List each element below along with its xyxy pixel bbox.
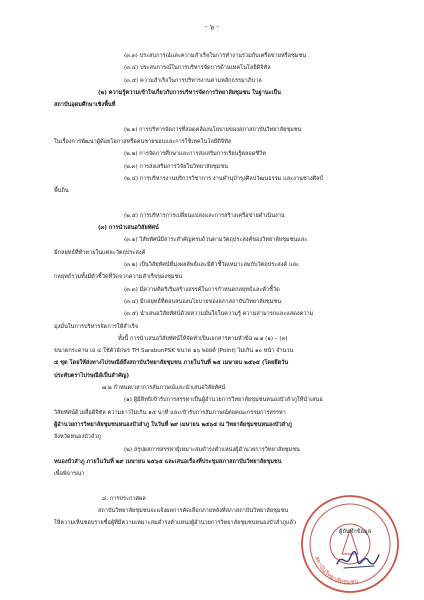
criteria-line: (๒.๑) การบริหารจัดการที่สอดคล้องนโยบายของสภาสถาบันวิทยาลัยชุมชน bbox=[124, 126, 302, 133]
announcement-text: สถาบันวิทยาลัยชุมชนจะแจ้งผลการคัดเลือกภายหลังที่สภาสถาบันวิทยาลัยชุมชน bbox=[98, 507, 289, 514]
handwritten-signature bbox=[334, 546, 382, 572]
criteria-line-cont: ในเรื่องการพัฒนาผู้ด้อยโอกาสหรือคนชายขอบและการใช้เทคโนโลยีดิจิทัล bbox=[54, 139, 232, 146]
announcement-text: ให้ความเห็นชอบรายชื่อผู้ที่มีความเหมาะสมดำรงตำแหน่งผู้อำนวยการวิทยาลัยชุมชนหนองบัวลำภูแล้ว bbox=[54, 520, 297, 527]
section-heading: (๒) ความรู้ความเข้าใจเกี่ยวกับการบริหารจัดการวิทยาลัยชุมชน ในฐานะเป็น bbox=[98, 89, 281, 96]
criteria-line: (๒.๕) การบริหารการเปลี่ยนแปลงและการสร้างเครือข่ายดำเนินงาน bbox=[124, 212, 285, 219]
submission-deadline: ๕ ชุด โดยให้ส่งทางไปรษณีย์ถึงสถาบันวิทยาลัยชุมชน ภายในวันที่ ๒๕ เมษายน ๒๕๖๕ (โดยยึดวัน bbox=[54, 360, 289, 367]
criteria-line: (๒.๔) การบริหารงานบริการวิชาการ งานทำนุบำรุงศิลปวัฒนธรรม และงานช่างศิลป์ bbox=[124, 175, 324, 182]
criteria-line-cont: มุ่งมั่นในการบริหารจัดการให้สำเร็จ bbox=[54, 323, 139, 330]
announcement-heading: ๘. การประกาศผล bbox=[102, 495, 146, 502]
schedule-item-cont: วิสัยทัศน์ด้วยสื่อดิจิทัล ความยาวไม่เกิน ๑๕ นาที และเข้ารับการสัมภาษณ์ต่อคณะกรรมการสรรหา bbox=[54, 409, 286, 416]
criteria-line: (๓.๕) ความสำเร็จในการบริหารงานตามหลักธรรมาภิบาล bbox=[124, 77, 262, 84]
schedule-item-cont: หนองบัวลำภู ภายในวันที่ ๒๙ เมษายน ๒๕๖๕ และเสนอเรื่องที่ประชุมสภาสถาบันวิทยาลัยชุมชน bbox=[54, 458, 282, 465]
schedule-item-cont: จังหวัดหนองบัวลำภู bbox=[54, 434, 102, 441]
official-seal bbox=[298, 492, 402, 596]
submission-paragraph: ขนาดกระดาษ เอ ๔ ใช้ตัวอักษร TH SarabunPSK ขนาด ๑๖ พอยต์ (Point) ไม่เกิน ๑๐ หน้า จำนวน bbox=[54, 348, 294, 355]
schedule-item-cont: ผู้อำนวยการวิทยาลัยชุมชนหนองบัวลำภู ในวันที่ ๒๙ เมษายน ๒๕๖๕ ณ วิทยาลัยชุมชนหนองบัวลำภู bbox=[54, 421, 292, 428]
criteria-line: (๓.๓) ประสบการณ์และความสำเร็จในการทำงานร่วมกับเครือข่ายหรือชุมชน bbox=[124, 53, 307, 59]
page-number: - ๖ - bbox=[205, 23, 219, 31]
schedule-heading: ๗.๒ กำหนดเวลาการสัมภาษณ์และนำเสนอวิสัยทัศน์ bbox=[102, 385, 226, 392]
section-heading-cont: สถาบันอุดมศึกษาเชิงพื้นที่ bbox=[54, 102, 116, 109]
criteria-line: (๓.๕) นำเสนอวิสัยทัศน์ด้วยความมั่นใจในความรู้ ความสามารถและแสดงความ bbox=[124, 311, 314, 318]
criteria-line: (๓.๔) มีกลยุทธ์ที่ตอบสนองนโยบายของสภาสถาบันวิทยาลัยชุมชน bbox=[124, 298, 282, 305]
schedule-item: (๑) ผู้มีสิทธิเข้ารับการสรรหาเป็นผู้อำนวยการวิทยาลัยชุมชนหนองบัวลำภูให้นำเสนอ bbox=[124, 397, 323, 404]
criteria-line: (๓.๑) วิสัยทัศน์มีสาระสำคัญครบถ้วนตามวัตถุประสงค์ของวิทยาลัยชุมชนและ bbox=[124, 237, 308, 244]
submission-deadline: ประทับตราไปรษณีย์เป็นสำคัญ) bbox=[54, 372, 130, 379]
document-body bbox=[54, 50, 384, 530]
criteria-line-cont: พื้นถิ่น bbox=[54, 188, 69, 195]
criteria-line: (๓.๓) มีความคิดริเริ่มสร้างสรรค์ในการกำหนดกลยุทธ์และตัวชี้วัด bbox=[124, 286, 280, 293]
section-heading: (๓) การนำเสนอวิสัยทัศน์ bbox=[98, 225, 159, 232]
signer-label: ผู้บันทึกข้อมูล bbox=[339, 529, 372, 535]
criteria-line-cont: มีกลยุทธ์ที่ท้าทายในแต่ละวัตถุประสงค์ bbox=[54, 249, 146, 256]
criteria-line: (๒.๒) การจัดการศึกษาและการส่งเสริมการเรียนรู้ตลอดชีวิต bbox=[124, 151, 266, 158]
seal-text: สถาบันวิทยาลัยชุมชน bbox=[313, 555, 360, 587]
schedule-item-cont: เพื่อพิจารณา bbox=[54, 471, 85, 478]
criteria-line-cont: กลยุทธ์รวมทั้งมีตัวชี้วัดที่วัดจากความสำเร็จของชุมชน bbox=[54, 274, 183, 281]
criteria-line: (๓.๔) ประสบการณ์ในการบริหารจัดการด้านเทคโนโลยีดิจิทัล bbox=[124, 65, 271, 72]
criteria-line: (๓.๒) เป็นวิสัยทัศน์ที่มุ่งผลลัพธ์และมีตัวชี้วัดเหมาะสมกับวัตถุประสงค์ และ bbox=[124, 262, 299, 269]
criteria-line: (๒.๓) การส่งเสริมการวิจัยในวิทยาลัยชุมชน bbox=[124, 163, 228, 170]
schedule-item: (๒) สรุปผลการสรรหาผู้เหมาะสมดำรงตำแหน่งผู้อำนวยการวิทยาลัยชุมชน bbox=[124, 446, 300, 453]
submission-paragraph: ทั้งนี้ การนำเสนอวิสัยทัศน์ให้จัดทำเป็นเอกสารตามหัวข้อ ๗.๑ (๑) – (๓) bbox=[118, 335, 288, 342]
